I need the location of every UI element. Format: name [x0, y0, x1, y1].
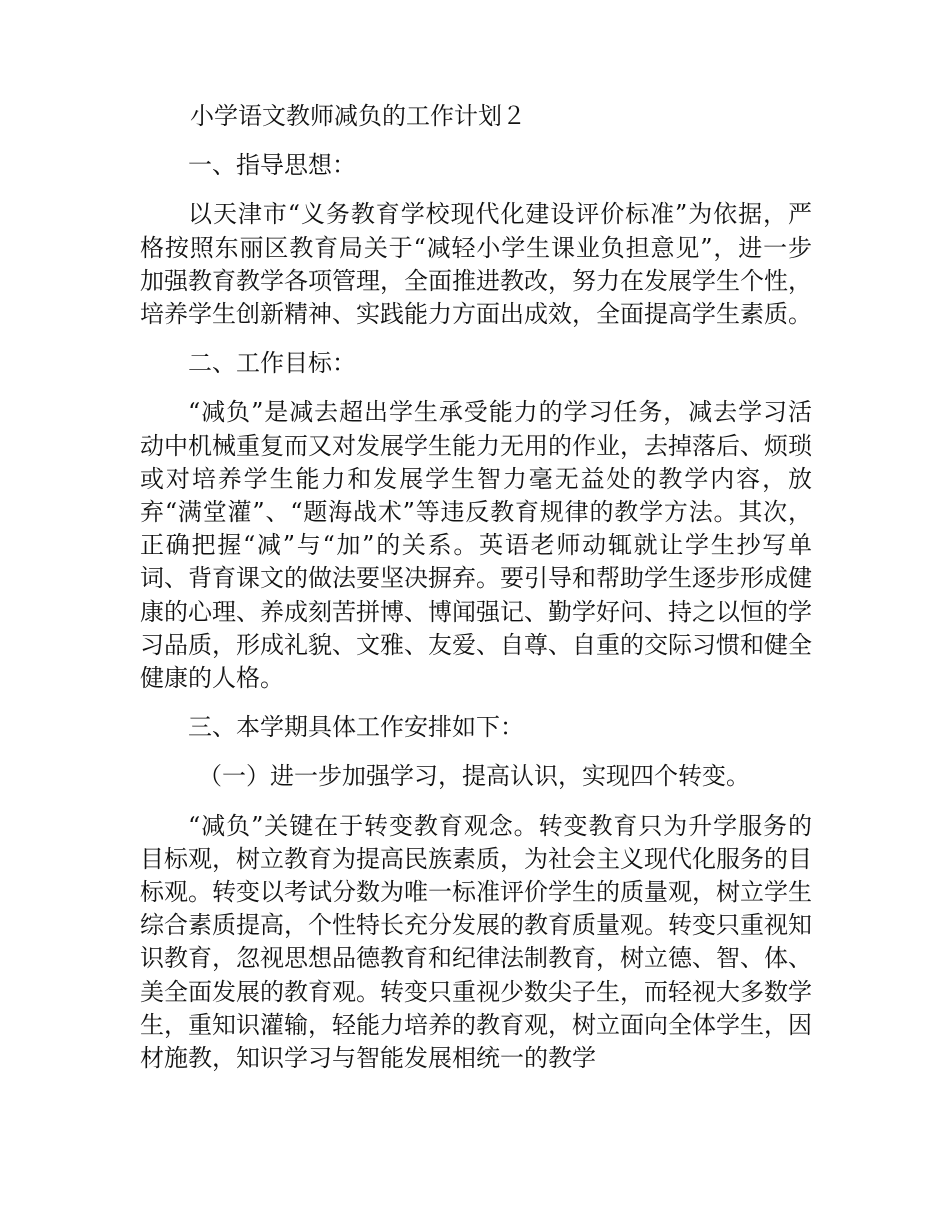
document-page	[140, 100, 812, 1091]
section-2-paragraph: “减负”是减去超出学生承受能力的学习任务，减去学习活动中机械重复而又对发展学生能力无用的作业，去掉落后、烦琐或对培养学生能力和发展学生智力毫无益处的教学内容，放弃“满堂灌”、“题海战术”等违反教育规律的教学方法。其次，正确把握“减”与“加”的关系。英语老师动辄就让学生抄写单词、背育课文的做法要坚决摒弃。要引导和帮助学生逐步形成健康的心理、养成刻苦拼博、博闻强记、勤学好问、持之以恒的学习品质，形成礼貌、文雅、友爱、自尊、自重的交际习惯和健全健康的人格。	[140, 398, 812, 693]
section-1-paragraph: 以天津市“义务教育学校现代化建设评价标准”为依据，严格按照东丽区教育局关于“减轻小学生课业负担意见”，进一步加强教育教学各项管理，全面推进教改，努力在发展学生个性，培养学生创新精神、实践能力方面出成效，全面提高学生素质。	[140, 200, 812, 329]
section-3-heading: 三、本学期具体工作安排如下：	[188, 713, 524, 742]
subsection-1-heading: （一）进一步加强学习，提高认识，实现四个转变。	[198, 762, 750, 791]
subsection-1-paragraph: “减负”关键在于转变教育观念。转变教育只为升学服务的目标观，树立教育为提高民族素质，为社会主义现代化服务的目标观。转变以考试分数为唯一标准评价学生的质量观，树立学生综合素质提高，个性特长充分发展的教育质量观。转变只重视知识教育，忽视思想品德教育和纪律法制教育，树立德、智、体、美全面发展的教育观。转变只重视少数尖子生，而轻视大多数学生，重知识灌输，轻能力培养的教育观，树立面向全体学生，因材施教，知识学习与智能发展相统一的教学	[140, 811, 812, 1073]
section-2-heading: 二、工作目标：	[188, 349, 356, 378]
document-title: 小学语文教师减负的工作计划２	[190, 102, 526, 130]
section-1-heading: 一、指导思想：	[188, 151, 356, 180]
